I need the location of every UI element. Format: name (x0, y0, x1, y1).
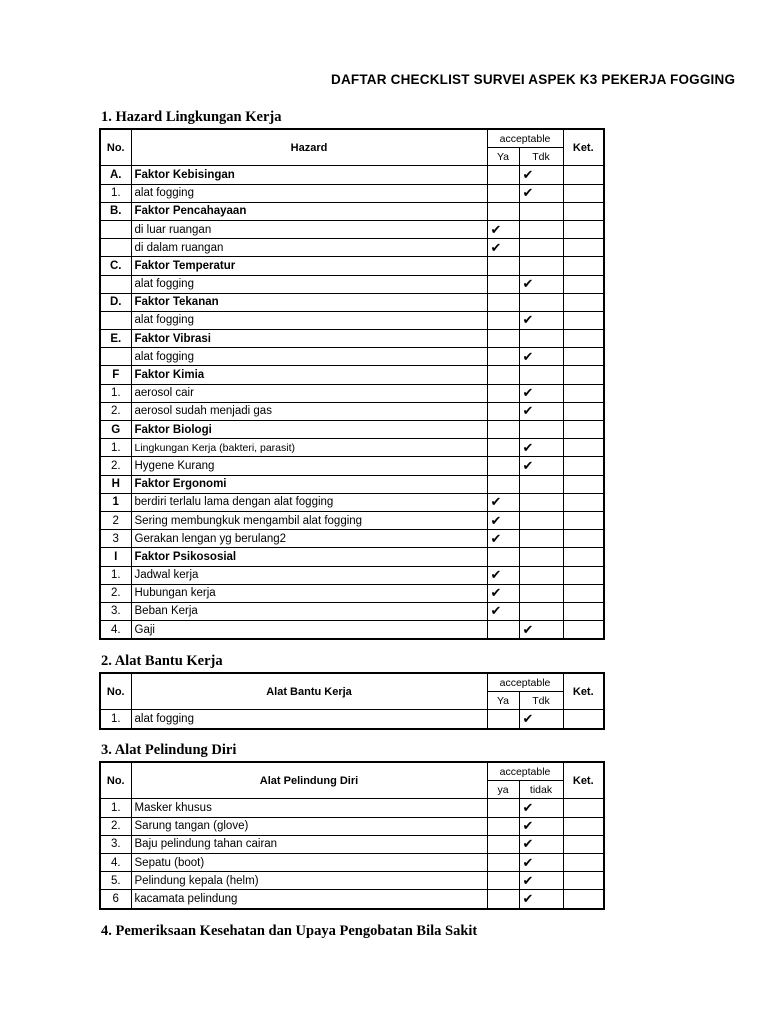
col-acceptable-header: acceptable (487, 129, 563, 148)
row-ket (563, 710, 604, 729)
table-row (100, 202, 604, 220)
row-item: Faktor Ergonomi (131, 475, 487, 493)
table-row (100, 511, 604, 529)
row-ya-check: ✔ (487, 220, 519, 238)
row-tidak-check (519, 330, 563, 348)
row-ya-check (487, 366, 519, 384)
row-ket (563, 566, 604, 584)
table-row (100, 710, 604, 729)
row-ket (563, 872, 604, 890)
row-item: Sarung tangan (glove) (131, 817, 487, 835)
row-ket (563, 384, 604, 402)
row-number: 1. (100, 799, 131, 817)
row-ya-check (487, 710, 519, 729)
row-tidak-check: ✔ (519, 799, 563, 817)
apd-table-body (100, 799, 604, 909)
table-row (100, 166, 604, 184)
row-item: Jadwal kerja (131, 566, 487, 584)
row-tidak-check (519, 511, 563, 529)
row-ket (563, 817, 604, 835)
row-item: aerosol cair (131, 384, 487, 402)
row-item: Faktor Tekanan (131, 293, 487, 311)
document-title: DAFTAR CHECKLIST SURVEI ASPEK K3 PEKERJA FOGGING (331, 72, 736, 87)
row-number: 2. (100, 457, 131, 475)
col-acceptable-header: acceptable (487, 762, 563, 781)
row-tidak-check (519, 293, 563, 311)
row-number (100, 220, 131, 238)
row-ket (563, 311, 604, 329)
row-ya-check (487, 548, 519, 566)
row-ket (563, 239, 604, 257)
row-tidak-check: ✔ (519, 457, 563, 475)
section-4-heading: 4. Pemeriksaan Kesehatan dan Upaya Pengobatan Bila Sakit (101, 923, 478, 939)
row-ket (563, 511, 604, 529)
row-tidak-check: ✔ (519, 853, 563, 871)
row-tidak-check (519, 257, 563, 275)
row-number (100, 311, 131, 329)
row-number: 1. (100, 184, 131, 202)
row-ya-check (487, 890, 519, 909)
table-row (100, 853, 604, 871)
section-1-heading: 1. Hazard Lingkungan Kerja (101, 109, 282, 125)
row-ket (563, 602, 604, 620)
row-item: Faktor Kebisingan (131, 166, 487, 184)
row-number: 1 (100, 493, 131, 511)
row-number: 3. (100, 835, 131, 853)
alat-bantu-table (99, 672, 605, 730)
table-row (100, 872, 604, 890)
row-item: Gaji (131, 621, 487, 640)
row-tidak-check: ✔ (519, 890, 563, 909)
col-item-header: Hazard (131, 129, 487, 166)
table-row (100, 548, 604, 566)
row-ket (563, 890, 604, 909)
row-ya-check (487, 184, 519, 202)
row-tidak-check: ✔ (519, 817, 563, 835)
row-item: kacamata pelindung (131, 890, 487, 909)
table-row (100, 402, 604, 420)
row-ya-check: ✔ (487, 493, 519, 511)
row-number: 6 (100, 890, 131, 909)
table-row (100, 348, 604, 366)
row-item: Lingkungan Kerja (bakteri, parasit) (131, 439, 487, 457)
row-ya-check (487, 439, 519, 457)
table-row (100, 835, 604, 853)
row-tidak-check (519, 421, 563, 439)
col-item-header: Alat Pelindung Diri (131, 762, 487, 799)
col-acceptable-header: acceptable (487, 673, 563, 692)
row-item: Pelindung kepala (helm) (131, 872, 487, 890)
row-number: 4. (100, 853, 131, 871)
row-item: Baju pelindung tahan cairan (131, 835, 487, 853)
table-row (100, 621, 604, 640)
row-ya-check (487, 402, 519, 420)
row-number: D. (100, 293, 131, 311)
row-ya-check (487, 421, 519, 439)
table-row (100, 602, 604, 620)
row-ket (563, 457, 604, 475)
row-tidak-check: ✔ (519, 184, 563, 202)
table-row (100, 799, 604, 817)
row-item: Faktor Temperatur (131, 257, 487, 275)
table-row (100, 184, 604, 202)
row-ket (563, 366, 604, 384)
row-number: C. (100, 257, 131, 275)
row-ket (563, 835, 604, 853)
col-ket-header: Ket. (563, 762, 604, 799)
row-number: 1. (100, 384, 131, 402)
row-item: alat fogging (131, 710, 487, 729)
row-tidak-check: ✔ (519, 439, 563, 457)
col-item-header: Alat Bantu Kerja (131, 673, 487, 710)
row-ya-check: ✔ (487, 239, 519, 257)
table-row (100, 220, 604, 238)
row-ket (563, 220, 604, 238)
row-ya-check (487, 799, 519, 817)
row-number: 3 (100, 530, 131, 548)
alat-bantu-table-body (100, 710, 604, 729)
row-item: di luar ruangan (131, 220, 487, 238)
row-tidak-check (519, 566, 563, 584)
row-ket (563, 202, 604, 220)
col-ket-header: Ket. (563, 129, 604, 166)
row-number: I (100, 548, 131, 566)
row-tidak-check (519, 584, 563, 602)
row-item: berdiri terlalu lama dengan alat fogging (131, 493, 487, 511)
row-ya-check: ✔ (487, 602, 519, 620)
row-ya-check (487, 457, 519, 475)
row-number: B. (100, 202, 131, 220)
row-item: aerosol sudah menjadi gas (131, 402, 487, 420)
table-row (100, 475, 604, 493)
row-ya-check (487, 275, 519, 293)
row-tidak-check: ✔ (519, 311, 563, 329)
row-ket (563, 799, 604, 817)
table-row (100, 384, 604, 402)
row-ya-check: ✔ (487, 584, 519, 602)
row-ket (563, 275, 604, 293)
row-ya-check: ✔ (487, 530, 519, 548)
row-tidak-check (519, 220, 563, 238)
row-number (100, 348, 131, 366)
row-ket (563, 257, 604, 275)
table-row (100, 584, 604, 602)
row-tidak-check (519, 493, 563, 511)
row-number: F (100, 366, 131, 384)
row-ya-check (487, 384, 519, 402)
row-number: 1. (100, 566, 131, 584)
row-ya-check (487, 475, 519, 493)
row-ya-check (487, 166, 519, 184)
row-number (100, 239, 131, 257)
row-item: alat fogging (131, 275, 487, 293)
row-ket (563, 621, 604, 640)
row-ya-check (487, 872, 519, 890)
row-tidak-check: ✔ (519, 835, 563, 853)
row-tidak-check (519, 366, 563, 384)
row-tidak-check (519, 530, 563, 548)
row-item: Hygene Kurang (131, 457, 487, 475)
col-tidak-header: Tdk (519, 692, 563, 710)
row-item: Faktor Biologi (131, 421, 487, 439)
row-number: E. (100, 330, 131, 348)
row-ket (563, 184, 604, 202)
table-row (100, 330, 604, 348)
row-tidak-check: ✔ (519, 402, 563, 420)
row-ya-check (487, 817, 519, 835)
row-tidak-check (519, 475, 563, 493)
row-tidak-check: ✔ (519, 275, 563, 293)
col-tidak-header: Tdk (519, 148, 563, 166)
row-item: Faktor Kimia (131, 366, 487, 384)
row-number: 4. (100, 621, 131, 640)
row-tidak-check (519, 602, 563, 620)
section-3-heading: 3. Alat Pelindung Diri (101, 742, 237, 758)
row-ket (563, 166, 604, 184)
col-ya-header: Ya (487, 148, 519, 166)
row-item: di dalam ruangan (131, 239, 487, 257)
row-number: A. (100, 166, 131, 184)
row-number: 5. (100, 872, 131, 890)
row-item: alat fogging (131, 348, 487, 366)
row-ya-check (487, 257, 519, 275)
row-item: Masker khusus (131, 799, 487, 817)
row-item: Sering membungkuk mengambil alat fogging (131, 511, 487, 529)
row-ket (563, 293, 604, 311)
row-ya-check (487, 835, 519, 853)
row-number: 2. (100, 817, 131, 835)
table-row (100, 493, 604, 511)
row-tidak-check: ✔ (519, 166, 563, 184)
row-ket (563, 853, 604, 871)
table-row (100, 366, 604, 384)
row-number: 1. (100, 439, 131, 457)
row-ket (563, 421, 604, 439)
row-ya-check (487, 293, 519, 311)
row-item: Faktor Pencahayaan (131, 202, 487, 220)
row-ya-check: ✔ (487, 566, 519, 584)
row-number: G (100, 421, 131, 439)
hazard-table-body (100, 166, 604, 639)
row-ket (563, 493, 604, 511)
apd-table (99, 761, 605, 910)
row-item: Beban Kerja (131, 602, 487, 620)
row-item: alat fogging (131, 184, 487, 202)
table-row (100, 566, 604, 584)
row-ket (563, 439, 604, 457)
table-row (100, 457, 604, 475)
table-row (100, 311, 604, 329)
row-tidak-check (519, 202, 563, 220)
col-no-header: No. (100, 673, 131, 710)
hazard-table (99, 128, 605, 640)
col-tidak-header: tidak (519, 781, 563, 799)
row-number: H (100, 475, 131, 493)
col-ya-header: Ya (487, 692, 519, 710)
row-number: 2 (100, 511, 131, 529)
table-row (100, 421, 604, 439)
table-row (100, 293, 604, 311)
row-ya-check (487, 621, 519, 640)
row-ket (563, 530, 604, 548)
row-number: 2. (100, 584, 131, 602)
row-ket (563, 475, 604, 493)
row-ket (563, 548, 604, 566)
table-row (100, 239, 604, 257)
row-tidak-check: ✔ (519, 710, 563, 729)
row-ya-check (487, 348, 519, 366)
row-ya-check (487, 330, 519, 348)
row-ya-check (487, 853, 519, 871)
row-ket (563, 402, 604, 420)
table-row (100, 257, 604, 275)
row-item: Faktor Vibrasi (131, 330, 487, 348)
table-row (100, 275, 604, 293)
row-tidak-check: ✔ (519, 621, 563, 640)
row-ya-check (487, 311, 519, 329)
row-number: 2. (100, 402, 131, 420)
row-ket (563, 348, 604, 366)
row-tidak-check: ✔ (519, 384, 563, 402)
row-tidak-check: ✔ (519, 872, 563, 890)
row-item: Sepatu (boot) (131, 853, 487, 871)
row-ya-check (487, 202, 519, 220)
col-ya-header: ya (487, 781, 519, 799)
row-tidak-check (519, 239, 563, 257)
table-row (100, 530, 604, 548)
row-ket (563, 584, 604, 602)
col-ket-header: Ket. (563, 673, 604, 710)
col-no-header: No. (100, 129, 131, 166)
row-item: alat fogging (131, 311, 487, 329)
table-row (100, 439, 604, 457)
row-number (100, 275, 131, 293)
row-item: Hubungan kerja (131, 584, 487, 602)
row-item: Faktor Psikososial (131, 548, 487, 566)
row-ya-check: ✔ (487, 511, 519, 529)
col-no-header: No. (100, 762, 131, 799)
row-ket (563, 330, 604, 348)
row-tidak-check: ✔ (519, 348, 563, 366)
row-number: 1. (100, 710, 131, 729)
row-tidak-check (519, 548, 563, 566)
table-row (100, 817, 604, 835)
row-number: 3. (100, 602, 131, 620)
section-2-heading: 2. Alat Bantu Kerja (101, 653, 223, 669)
table-row (100, 890, 604, 909)
row-item: Gerakan lengan yg berulang2 (131, 530, 487, 548)
